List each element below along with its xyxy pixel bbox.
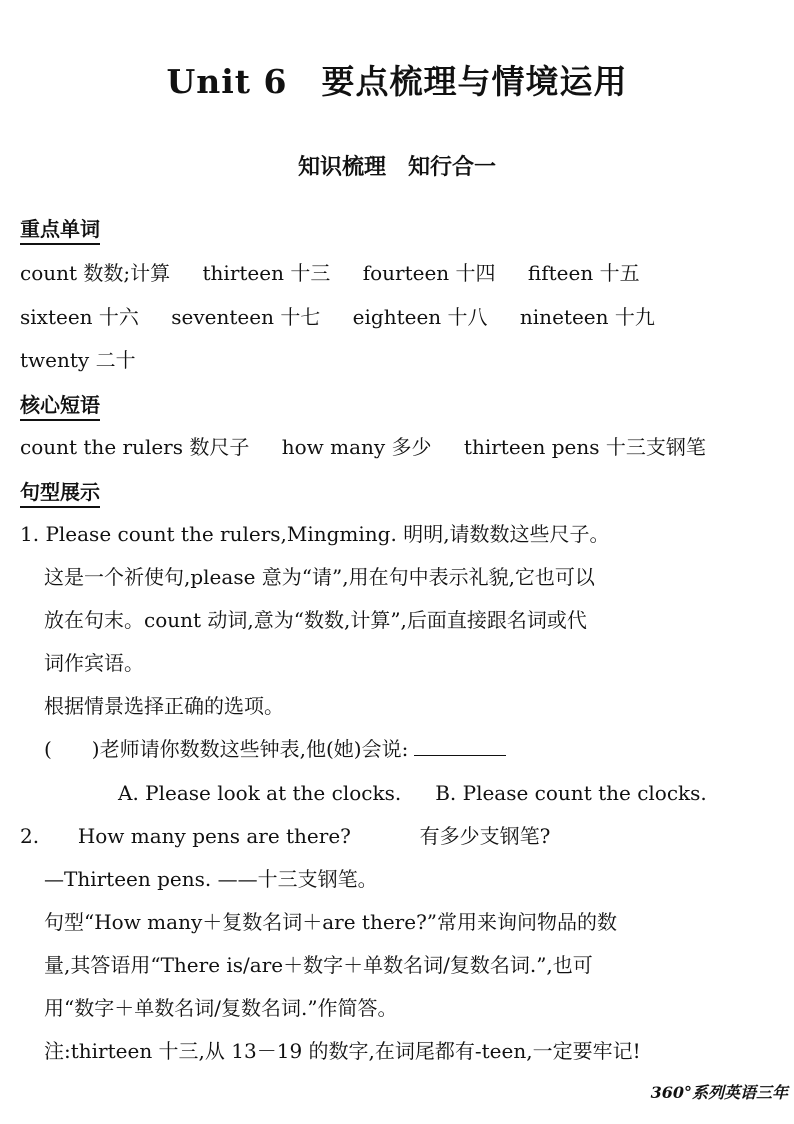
item1-options-row [118, 778, 707, 808]
page-subtitle: 知识梳理 知行合一 [297, 154, 496, 180]
item2-question-en: How many pens are there? [77, 824, 351, 848]
item2-note-line: 用“数字＋单数名词/复数名词.”作简答。 [44, 996, 398, 1020]
phrase-item: count the rulers 数尺子 [20, 435, 250, 459]
item1-note-line: 词作宾语。 [44, 651, 144, 675]
item1-sentence: 1. Please count the rulers,Mingming. 明明,请数数这些尺子。 [20, 522, 610, 546]
item2-number: 2. [20, 824, 40, 848]
phrase-item: how many 多少 [281, 435, 432, 459]
word-item: fifteen 十五 [527, 261, 640, 285]
word-item: seventeen 十七 [171, 305, 321, 329]
item1-question: ( )老师请你数数这些钟表,他(她)会说: [44, 737, 409, 761]
page-title: Unit 6 要点梳理与情境运用 [166, 62, 628, 101]
word-row [20, 345, 162, 375]
item2-question-cn: 有多少支钢笔? [419, 824, 551, 848]
word-item: eighteen 十八 [352, 305, 488, 329]
item1-question-row [44, 734, 506, 764]
item1-note-line: 这是一个祈使句,please 意为“请”,用在句中表示礼貌,它也可以 [44, 565, 595, 589]
item1-note-line: 放在句末。count 动词,意为“数数,计算”,后面直接跟名词或代 [44, 608, 587, 632]
item2-note-line: 句型“How many＋复数名词＋are there?”常用来询问物品的数 [44, 910, 618, 934]
word-row [20, 258, 666, 288]
item2-note-line: 量,其答语用“There is/are＋数字＋单数名词/复数名词.”,也可 [44, 953, 593, 977]
word-item: twenty 二十 [20, 348, 136, 372]
option-a: A. Please look at the clocks. [118, 781, 402, 805]
word-item: fourteen 十四 [362, 261, 496, 285]
word-item: nineteen 十九 [519, 305, 655, 329]
word-row [20, 302, 681, 332]
phrase-row [20, 432, 732, 462]
answer-blank[interactable] [414, 735, 506, 756]
section-heading-sentences: 句型展示 [20, 479, 100, 508]
word-item: thirteen 十三 [202, 261, 331, 285]
word-item: sixteen 十六 [20, 305, 139, 329]
section-heading-phrases: 核心短语 [20, 392, 100, 421]
word-item: count 数数;计算 [20, 261, 171, 285]
footer-series: 360°系列英语三年 [650, 1083, 788, 1102]
item2-answer: —Thirteen pens. ——十三支钢笔。 [44, 867, 378, 891]
phrase-item: thirteen pens 十三支钢笔 [463, 435, 706, 459]
item2-note-line: 注:thirteen 十三,从 13－19 的数字,在词尾都有-teen,一定要牢记! [44, 1039, 641, 1063]
item2-question-row [20, 821, 550, 851]
item1-instruction: 根据情景选择正确的选项。 [44, 694, 284, 718]
option-b: B. Please count the clocks. [435, 781, 707, 805]
section-heading-words: 重点单词 [20, 216, 100, 245]
